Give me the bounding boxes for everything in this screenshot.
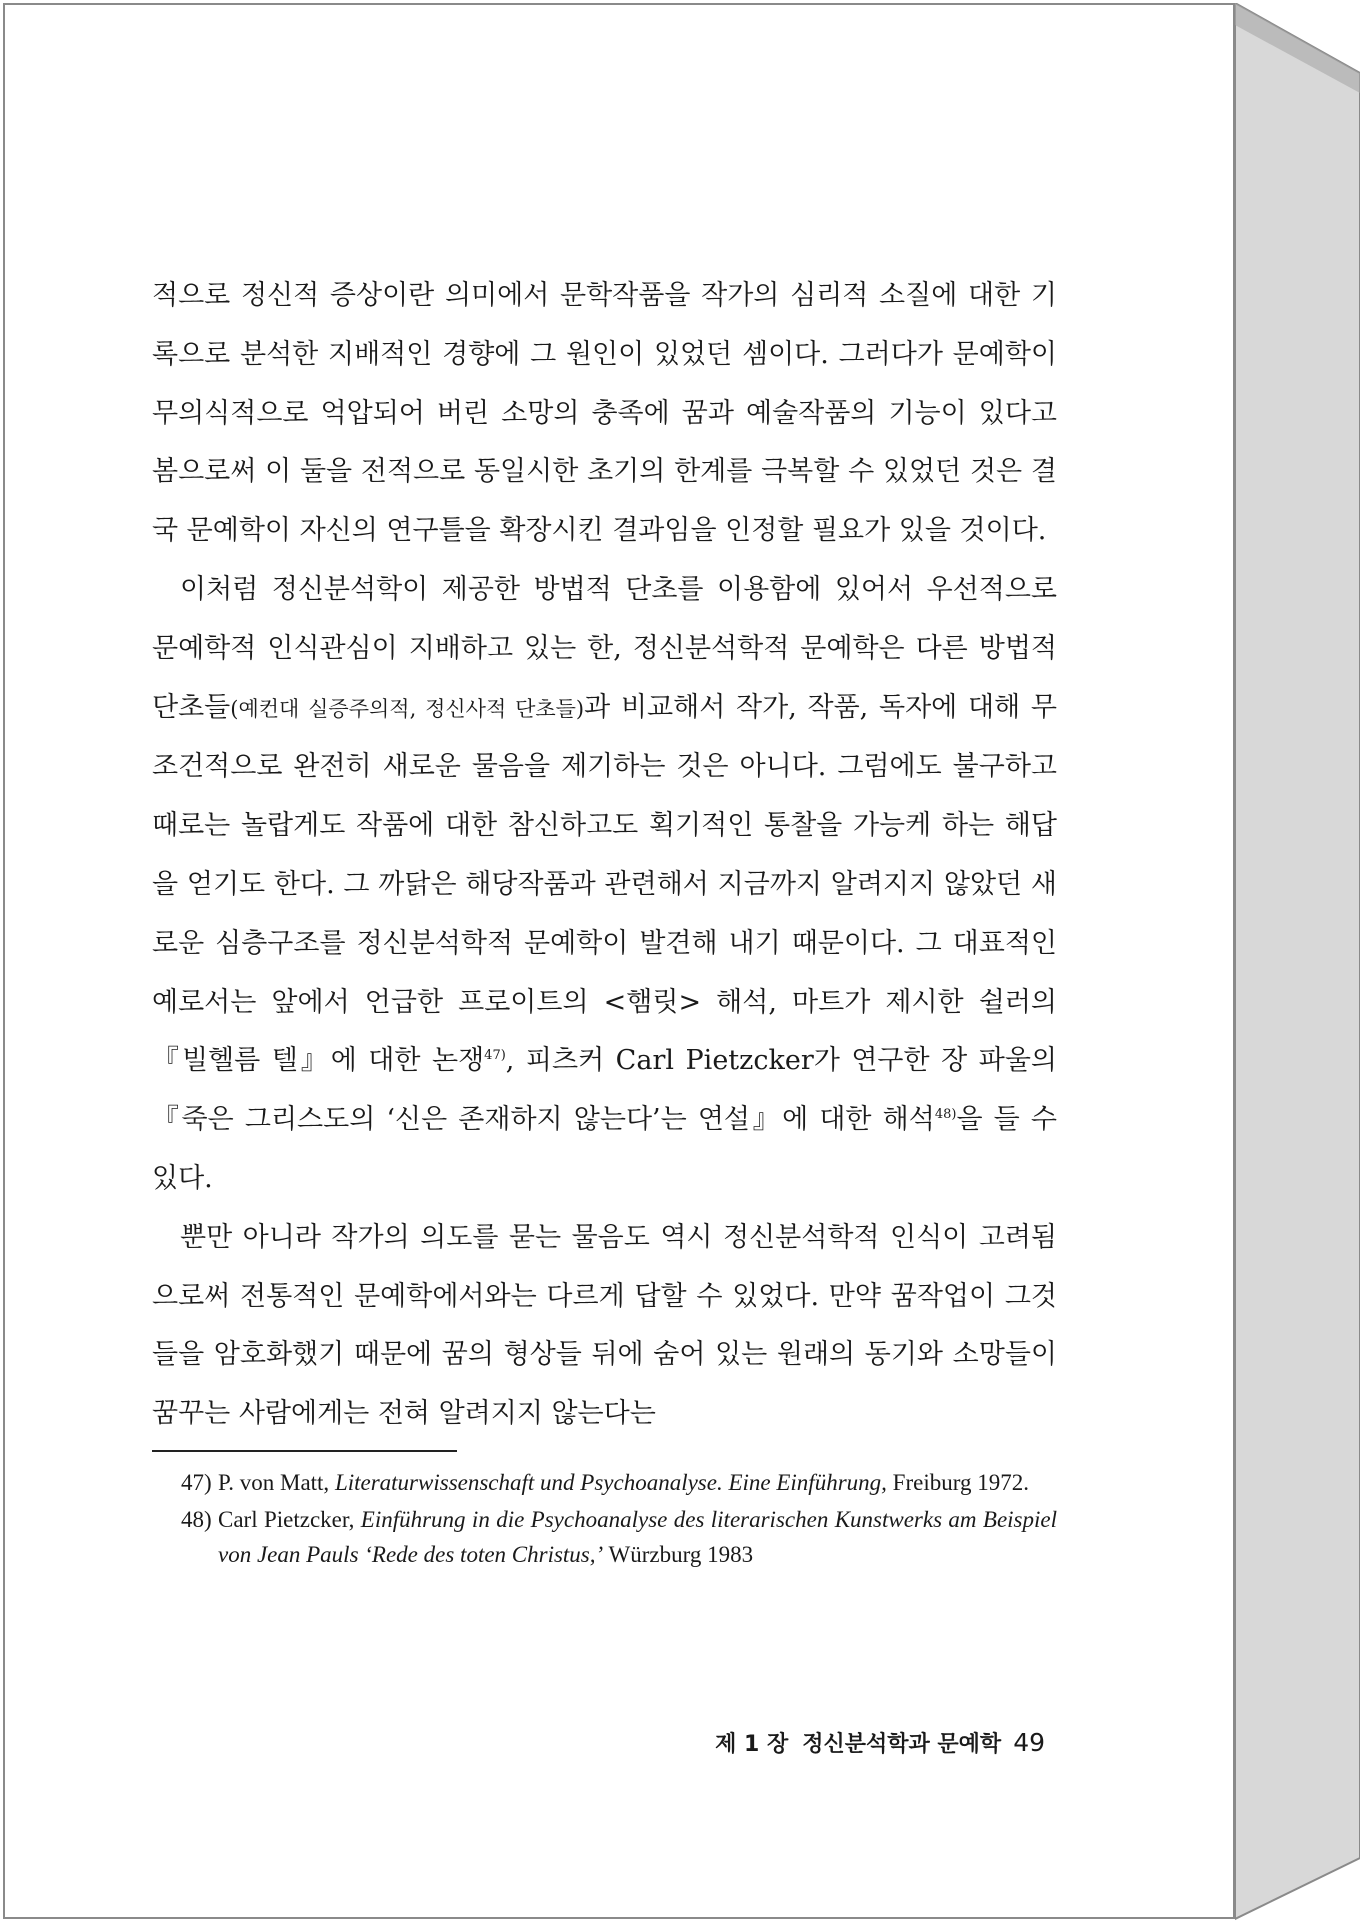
footnote-number: 47) <box>181 1470 212 1495</box>
footnote-author: P. von Matt, <box>218 1470 330 1495</box>
footnote-divider <box>152 1450 457 1452</box>
footnote-47 <box>181 1465 1057 1500</box>
footnotes <box>181 1465 1057 1574</box>
chapter-label: 제 1 장 <box>715 1732 789 1757</box>
footnote-title: Einführung in die Psychoanalyse des literarischen Kunstwerks am Beispiel von Jean Pauls ‘Rede des toten Christus,’ <box>218 1507 1057 1567</box>
footnote-48 <box>181 1502 1057 1572</box>
paragraph-2 <box>152 561 1057 1209</box>
footnote-publication: Freiburg 1972. <box>892 1470 1029 1495</box>
footnote-publication: Würzburg 1983 <box>608 1542 754 1567</box>
paragraph-2-part-a: 이처럼 정신분석학이 제공한 방법적 단초를 이용함에 있어서 우선적으로 문예학적 인식관심이 지배하고 있는 한, 정신분석학적 문예학은 다른 방법적 단초들 <box>152 573 1057 723</box>
running-footer <box>645 1727 1045 1758</box>
paragraph-3: 뿐만 아니라 작가의 의도를 묻는 물음도 역시 정신분석학적 인식이 고려됨으로써 전통적인 문예학에서와는 다르게 답할 수 있었다. 만약 꿈작업이 그것들을 암호화했기 때문에 꿈의 형상들 뒤에 숨어 있는 원래의 동기와 소망들이 꿈꾸는 사람에게는 전혀 알려지지 않는다는 <box>152 1221 1057 1430</box>
book-page <box>3 3 1235 1919</box>
body-text <box>152 267 1057 1444</box>
paragraph-2-parenthetical: (예컨대 실증주의적, 정신사적 단초들) <box>230 696 585 721</box>
footnote-title: Literaturwissenschaft und Psychoanalyse. Eine Einführung, <box>334 1470 887 1495</box>
paragraph-2-part-d: 을 들 수 있다. <box>152 1104 1057 1194</box>
paragraph-2-part-b: 과 비교해서 작가, 작품, 독자에 대해 무조건적으로 완전히 새로운 물음을 제기하는 것은 아니다. 그럼에도 불구하고 때로는 놀랍게도 작품에 대한 참신하고도 획기적인 통찰을 가능케 하는 해답을 얻기도 한다. 그 까닭은 해당작품과 관련해서 지금까지 알려지지 않았던 새로운 심층구조를 정신분석학적 문예학이 발견해 내기 때문이다. 그 대표적인 예로서는 앞에서 언급한 프로이트의 <햄릿> 해석, 마트가 제시한 쉴러의 『빌헬름 텔』에 대한 논쟁 <box>152 691 1057 1077</box>
footnote-author: Carl Pietzcker, <box>218 1507 355 1532</box>
paragraph-1: 적으로 정신적 증상이란 의미에서 문학작품을 작가의 심리적 소질에 대한 기록으로 분석한 지배적인 경향에 그 원인이 있었던 셈이다. 그러다가 문예학이 무의식적으로 억압되어 버린 소망의 충족에 꿈과 예술작품의 기능이 있다고 봄으로써 이 둘을 전적으로 동일시한 초기의 한계를 극복할 수 있었던 것은 결국 문예학이 자신의 연구틀을 확장시킨 결과임을 인정할 필요가 있을 것이다. <box>152 280 1057 547</box>
chapter-title: 정신분석학과 문예학 <box>802 1732 1002 1757</box>
page-number: 49 <box>1013 1728 1045 1757</box>
footnote-ref-48[interactable]: 48) <box>934 1107 957 1123</box>
paragraph-2-part-c: , 피츠커 Carl Pietzcker가 연구한 장 파울의 『죽은 그리스도의 ‘신은 존재하지 않는다’는 연설』에 대한 해석 <box>152 1045 1057 1136</box>
book-spine-shape <box>1235 3 1360 1923</box>
footnote-number: 48) <box>181 1507 212 1532</box>
footnote-ref-47[interactable]: 47) <box>484 1048 506 1064</box>
